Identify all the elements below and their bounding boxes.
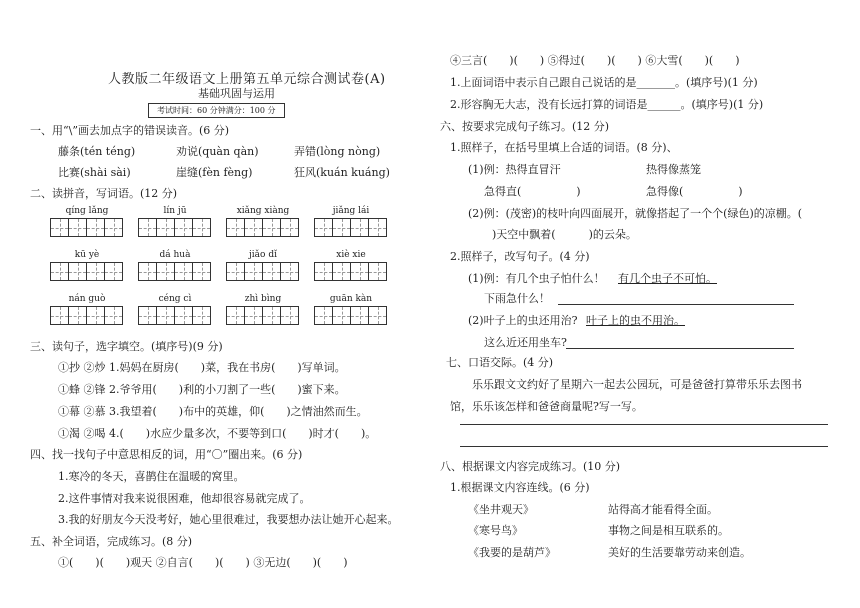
answer-line[interactable] — [566, 348, 794, 349]
pinyin-label: xiǎng xiàng — [236, 206, 290, 216]
s3-line: ①蜂 ②锋 2.爷爷用( )利的小刀割了一些( )蜜下来。 — [58, 383, 346, 396]
s8-right-item[interactable]: 站得高才能看得全面。 — [608, 503, 718, 516]
s8-right-item[interactable]: 事物之间是相互联系的。 — [608, 524, 729, 537]
writing-grid[interactable] — [50, 218, 123, 237]
s7-paragraph: 乐乐跟文文约好了星期六一起去公园玩，可是爸爸打算带乐乐去图书 — [472, 378, 802, 391]
s6-question: 2.照样子，改写句子。(4 分) — [450, 250, 590, 263]
writing-grid[interactable] — [226, 218, 299, 237]
writing-grid[interactable] — [50, 306, 123, 325]
writing-grid[interactable] — [314, 218, 387, 237]
answer-line[interactable] — [460, 446, 828, 447]
s5-line: ①( )( )观天 ②自言( )( ) ③无边( )( ) — [58, 556, 348, 569]
writing-grid[interactable] — [314, 262, 387, 281]
s6-example: (1)例：有几个虫子怕什么！ — [468, 272, 605, 285]
s3-line: ①抄 ②炒 1.妈妈在厨房( )菜，我在书房( )写单词。 — [58, 361, 346, 374]
writing-grid[interactable] — [50, 262, 123, 281]
s1-item: 狂风(kuán kuáng) — [294, 166, 390, 179]
writing-grid[interactable] — [226, 306, 299, 325]
s8-left-item[interactable]: 《我要的是葫芦》 — [468, 546, 556, 559]
pinyin-label: guān kàn — [329, 294, 373, 304]
section-1-heading: 一、用“\”画去加点字的错误读音。(6 分) — [30, 124, 230, 137]
s1-item: 崖缝(fèn fèng) — [176, 166, 253, 179]
s7-paragraph: 馆，乐乐该怎样和爸爸商量呢?写一写。 — [450, 400, 643, 413]
s6-blank: 急得像( ) — [646, 185, 743, 198]
pinyin-label: nán guò — [68, 294, 106, 304]
s1-item: 弄错(lòng nòng) — [294, 145, 381, 158]
pinyin-label: lín jū — [163, 206, 187, 216]
pinyin-label: jiǎo dǐ — [249, 250, 277, 260]
section-8-heading: 八、根据课文内容完成练习。(10 分) — [440, 460, 621, 473]
s6-example: (2)叶子上的虫还用治? — [468, 314, 578, 327]
s3-line: ①幕 ②慕 3.我望着( )布中的英雄，仰( )之情油然而生。 — [58, 405, 368, 418]
writing-grid[interactable] — [226, 262, 299, 281]
s6-example: (1)例：热得直冒汗 — [468, 163, 561, 176]
writing-grid[interactable] — [138, 218, 211, 237]
s8-left-item[interactable]: 《寒号鸟》 — [468, 524, 523, 537]
s5-line: ④三言( )( ) ⑤得过( )( ) ⑥大雪( )( ) — [450, 54, 740, 67]
pinyin-label: qíng lǎng — [65, 206, 109, 216]
pinyin-label: dá huà — [159, 250, 191, 260]
s4-line: 3.我的好朋友今天没考好，她心里很难过，我要想办法让她开心起来。 — [58, 513, 399, 526]
s4-line: 2.这件事情对我来说很困难，他却很容易就完成了。 — [58, 492, 311, 505]
exam-info-box: 考试时间：60 分钟满分：100 分 — [148, 103, 285, 118]
section-2-heading: 二、读拼音，写词语。(12 分) — [30, 187, 178, 200]
s6-prompt: 下雨急什么！ — [484, 292, 550, 305]
s6-example-answer: 有几个虫子不可怕。 — [618, 272, 717, 285]
pinyin-label: céng cì — [158, 294, 192, 304]
section-4-heading: 四、找一找句子中意思相反的词，用“〇”圈出来。(6 分) — [30, 448, 303, 461]
section-6-heading: 六、按要求完成句子练习。(12 分) — [440, 120, 610, 133]
s1-item: 比赛(shài sài) — [58, 166, 131, 179]
page-subtitle: 基础巩固与运用 — [198, 87, 275, 100]
pinyin-label: jiǎng lái — [332, 206, 370, 216]
s8-question: 1.根据课文内容连线。(6 分) — [450, 481, 590, 494]
s6-example: 热得像蒸笼 — [646, 163, 701, 176]
s1-item: 劝说(quàn qàn) — [176, 145, 259, 158]
s6-blank: )天空中飘着( )的云朵。 — [492, 228, 637, 241]
s6-blank: 急得直( ) — [484, 185, 581, 198]
s5-question: 2.形容胸无大志，没有长远打算的词语是______。(填序号)(1 分) — [450, 98, 764, 111]
s1-item: 藤条(tén téng) — [58, 145, 136, 158]
s8-left-item[interactable]: 《坐井观天》 — [468, 503, 534, 516]
s6-example: (2)例：(茂密)的枝叶向四面展开，就像搭起了一个个(绿色)的凉棚。( — [468, 207, 803, 220]
page-title: 人教版二年级语文上册第五单元综合测试卷(A) — [108, 72, 386, 87]
writing-grid[interactable] — [314, 306, 387, 325]
pinyin-label: kū yè — [74, 250, 100, 260]
s4-line: 1.寒冷的冬天，喜鹊住在温暖的窝里。 — [58, 470, 245, 483]
writing-grid[interactable] — [138, 262, 211, 281]
s6-question: 1.照样子，在括号里填上合适的词语。(8 分)、 — [450, 141, 678, 154]
answer-line[interactable] — [460, 424, 828, 425]
section-3-heading: 三、读句子，选字填空。(填序号)(9 分) — [30, 340, 223, 353]
pinyin-label: zhì bìng — [244, 294, 282, 304]
s8-right-item[interactable]: 美好的生活要靠劳动来创造。 — [608, 546, 751, 559]
pinyin-label: xiè xie — [336, 250, 366, 260]
section-7-heading: 七、口语交际。(4 分) — [446, 356, 554, 369]
writing-grid[interactable] — [138, 306, 211, 325]
section-5-heading: 五、补全词语，完成练习。(8 分) — [30, 535, 193, 548]
answer-line[interactable] — [558, 304, 794, 305]
s5-question: 1.上面词语中表示自己跟自己说话的是_______。(填序号)(1 分) — [450, 76, 758, 89]
s3-line: ①渴 ②喝 4.( )水应少量多次，不要等到口( )时才( )。 — [58, 427, 377, 440]
s6-prompt: 这么近还用坐车? — [484, 336, 567, 349]
s6-example-answer: 叶子上的虫不用治。 — [586, 314, 685, 327]
